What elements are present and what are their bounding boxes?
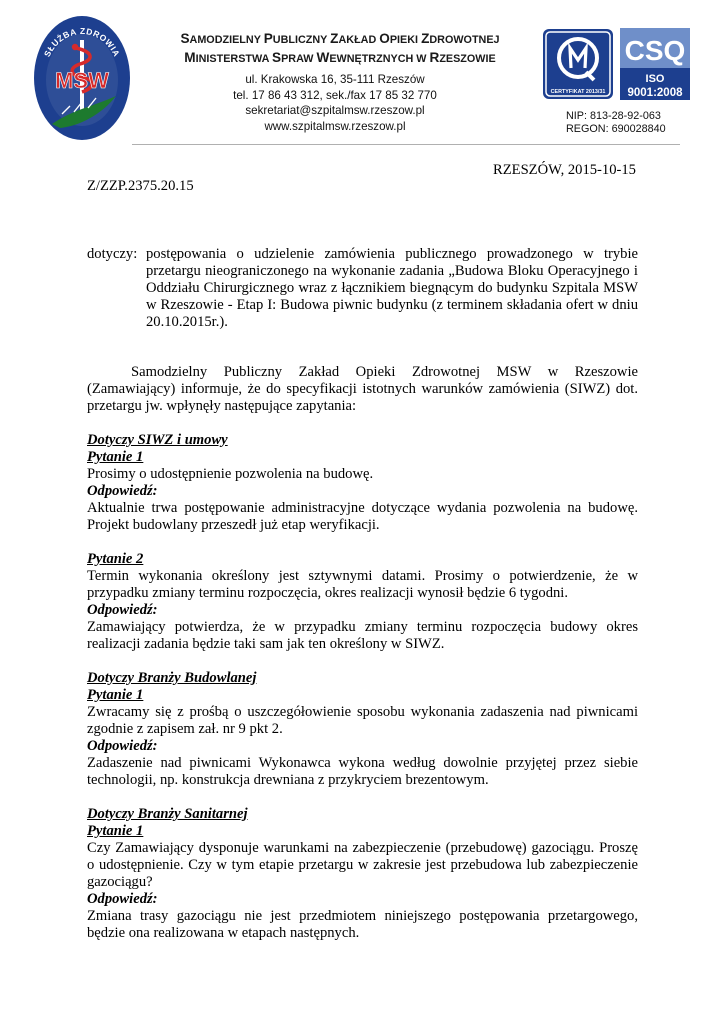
answer-text: Zamawiający potwierdza, że w przypadku zmiany terminu rozpoczęcia budowy okres realizacji zadania będzie taki sam jak ten określony w SIWZ. — [87, 619, 638, 652]
section-title: Dotyczy Branży Budowlanej — [87, 670, 257, 686]
section-title: Dotyczy SIWZ i umowy — [87, 432, 228, 448]
iso-number: 9001:2008 — [627, 87, 683, 99]
intro-paragraph: Samodzielny Publiczny Zakład Opieki Zdrowotnej MSW w Rzeszowie (Zamawiający) informuje, że do specyfikacji istotnych warunków zamówienia (SIWZ) dot. przetargu jw. wpłynęły następujące zapytania: — [87, 364, 638, 414]
address: ul. Krakowska 16, 35-111 Rzeszów — [245, 73, 425, 86]
question-block — [87, 687, 638, 789]
letter-date: RZESZÓW, 2015-10-15 — [493, 162, 636, 178]
questions-and-answers — [87, 432, 638, 959]
section-budowlana — [87, 670, 638, 789]
email: sekretariat@szpitalmsw.rzeszow.pl — [245, 104, 425, 117]
subject-label: dotyczy: — [87, 246, 138, 262]
header-divider — [132, 144, 680, 145]
question-text: Prosimy o udostępnienie pozwolenia na budowę. — [87, 466, 374, 482]
answer-text: Zmiana trasy gazociągu nie jest przedmiotem niniejszego postępowania przetargowego, będzie ona realizowana w etapach następnych. — [87, 908, 638, 941]
question-block — [87, 551, 638, 653]
msw-logo — [32, 14, 132, 142]
contact-block — [215, 72, 455, 134]
institution-line-2: MINISTERSTWA SPRAW WEWNĘTRZNYCH W RZESZOWIE — [184, 50, 496, 65]
csq-iso-logo — [620, 28, 690, 100]
institution-name — [140, 30, 540, 68]
institution-line-1: SAMODZIELNY PUBLICZNY ZAKŁAD OPIEKI ZDROWOTNEJ — [180, 31, 500, 46]
question-block — [87, 823, 638, 942]
answer-label: Odpowiedź: — [87, 483, 158, 499]
regon: REGON: 690028840 — [566, 123, 666, 135]
question-text: Czy Zamawiający dysponuje warunkami na zabezpieczenie (przebudowę) gazociągu. Proszę o udostępnienie. Czy w tym etapie przetargu w zakresie jest przebudowa lub zabezpieczenie gazociągu? — [87, 840, 638, 890]
csq-label: CSQ — [624, 35, 686, 66]
iso-label: ISO — [645, 73, 665, 85]
phone: tel. 17 86 43 312, sek./fax 17 85 32 770 — [233, 88, 437, 102]
section-siwz — [87, 432, 638, 653]
answer-text: Zadaszenie nad piwnicami Wykonawca wykona według dowolnie przyjętej przez siebie technologii, np. konstrukcja drewniana z przykryciem brezentowym. — [87, 755, 638, 788]
answer-label: Odpowiedź: — [87, 602, 158, 618]
reference-number: Z/ZZP.2375.20.15 — [87, 178, 194, 194]
question-text: Zwracamy się z prośbą o uszczegółowienie sposobu wykonania zadaszenia nad piwnicami zgodnie z zapisem zał. nr 9 pkt 2. — [87, 704, 638, 737]
website: www.szpitalmsw.rzeszow.pl — [264, 119, 406, 133]
section-sanitarna — [87, 806, 638, 942]
answer-label: Odpowiedź: — [87, 891, 158, 907]
section-title: Dotyczy Branży Sanitarnej — [87, 806, 248, 822]
question-label: Pytanie 1 — [87, 823, 144, 839]
tax-ids — [566, 110, 696, 136]
question-label: Pytanie 1 — [87, 687, 144, 703]
logo-arc-text: SŁUŻBA ZDROWIA — [41, 25, 123, 59]
quality-certificate-logo — [542, 28, 614, 100]
nip: NIP: 813-28-92-063 — [566, 110, 661, 122]
question-label: Pytanie 2 — [87, 551, 144, 567]
answer-text: Aktualnie trwa postępowanie administracyjne dotyczące wydania pozwolenia na budowę. Projekt budowlany przeszedł już etap weryfikacji. — [87, 500, 638, 533]
certificate-caption: CERTYFIKAT 2013/31 — [550, 89, 606, 95]
question-label: Pytanie 1 — [87, 449, 144, 465]
answer-label: Odpowiedź: — [87, 738, 158, 754]
question-block — [87, 449, 638, 534]
subject-text: postępowania o udzielenie zamówienia publicznego prowadzonego w trybie przetargu nieograniczonego na wykonanie zadania „Budowa Bloku Operacyjnego i Oddziału Chirurgicznego wraz z łącznikiem biegnącym do budynku Szpitala MSW w Rzeszowie - Etap I: Budowa piwnic budynku (z terminem składania ofert w dniu 20.10.2015r.). — [146, 246, 638, 330]
question-text: Termin wykonania określony jest sztywnymi datami. Prosimy o potwierdzenie, że w przypadku zmiany terminu rozpoczęcia, okres realizacji wynosił będzie 6 tygodni. — [87, 568, 638, 601]
logo-letters: MSW — [55, 68, 109, 93]
